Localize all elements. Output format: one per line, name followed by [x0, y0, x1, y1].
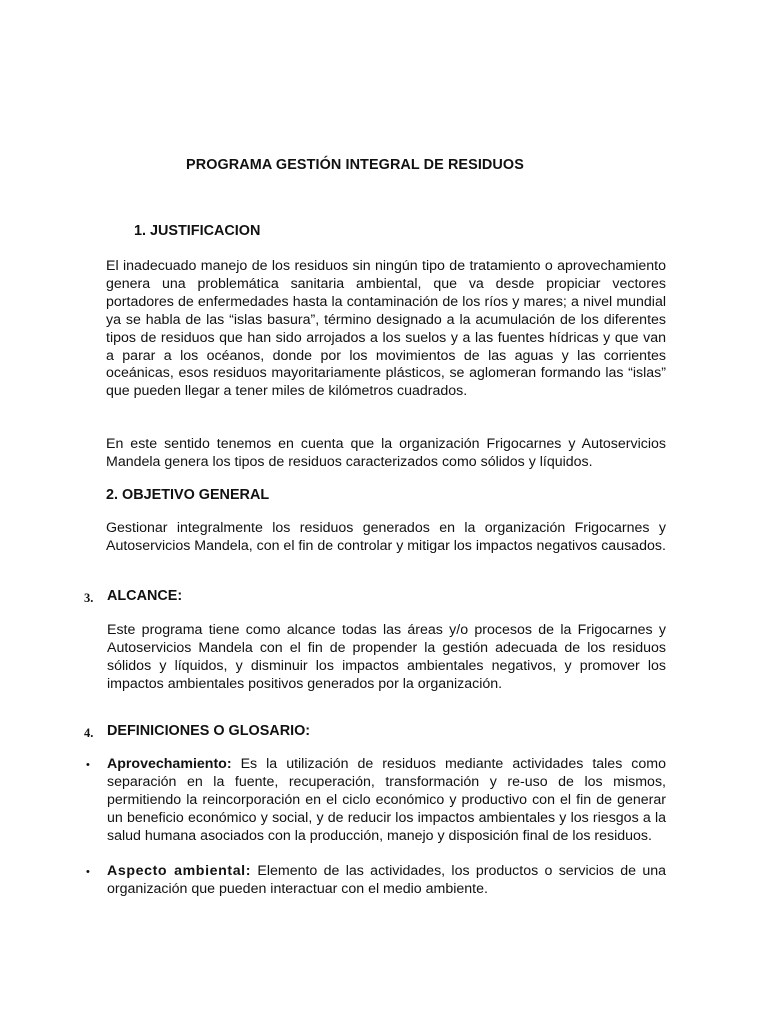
- section-number-definiciones: 4.: [84, 726, 94, 740]
- paragraph-justificacion-2: En este sentido tenemos en cuenta que la organización Frigocarnes y Autoservicios Mandela genera los tipos de residuos caracterizados como sólidos y líquidos.: [106, 436, 666, 470]
- section-heading-definiciones: DEFINICIONES O GLOSARIO:: [107, 723, 311, 739]
- section-number-alcance: 3.: [84, 591, 94, 605]
- paragraph-justificacion-1: El inadecuado manejo de los residuos sin ningún tipo de tratamiento o aprovechamiento genera una problemática sanitaria ambiental, que va desde propiciar vectores portadores de enfermedades hasta la contaminación de los ríos y mares; a nivel mundial ya se habla de las “islas basura”, término designado a la acumulación de los diferentes tipos de residuos que han sido arrojados a los suelos y a las fuentes hídricas y que van a parar a los océanos, donde por los movimientos de las aguas y las corrientes oceánicas, esos residuos mayoritariamente plásticos, se aglomeran formando las “islas” que pueden llegar a tener miles de kilómetros cuadrados.: [106, 258, 666, 400]
- paragraph-objetivo: Gestionar integralmente los residuos generados en la organización Frigocarnes y Autoservicios Mandela, con el fin de controlar y mitigar los impactos negativos causados.: [106, 520, 666, 554]
- bullet-icon: •: [86, 866, 90, 878]
- definition-item-aspecto-ambiental: [107, 863, 666, 899]
- definition-term: Aspecto ambiental:: [107, 863, 252, 879]
- paragraph-alcance: Este programa tiene como alcance todas las áreas y/o procesos de la Frigocarnes y Autoservicios Mandela con el fin de propender la gestión adecuada de los residuos sólidos y líquidos, y disminuir los impactos ambientales negativos, y promover los impactos ambientales positivos generados por la organización.: [107, 622, 666, 692]
- section-heading-alcance: ALCANCE:: [107, 588, 183, 604]
- definition-text: Elemento de las actividades, los productos o servicios de una organización que pueden interactuar con el medio ambiente.: [107, 863, 666, 897]
- bullet-icon: •: [86, 759, 90, 771]
- definition-term: Aprovechamiento:: [107, 756, 232, 772]
- document-title: PROGRAMA GESTIÓN INTEGRAL DE RESIDUOS: [186, 157, 524, 173]
- section-heading-justificacion: 1. JUSTIFICACION: [134, 223, 261, 239]
- definition-text: Es la utilización de residuos mediante actividades tales como separación en la fuente, recuperación, transformación y re-uso de los mismos, permitiendo la reincorporación en el ciclo económico y productivo con el fin de generar un beneficio económico y social, y de reducir los impactos ambientales y los riesgos a la salud humana asociados con la producción, manejo y disposición final de los residuos.: [107, 756, 666, 844]
- definition-item-aprovechamiento: [107, 756, 666, 846]
- section-heading-objetivo: 2. OBJETIVO GENERAL: [106, 487, 270, 503]
